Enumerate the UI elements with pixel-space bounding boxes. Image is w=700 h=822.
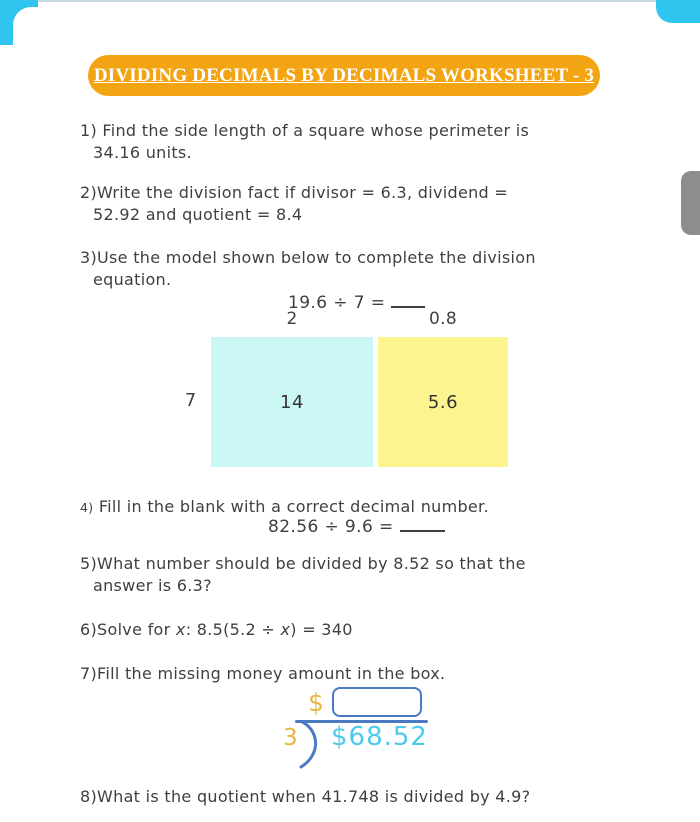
long-division-bracket-path — [300, 721, 316, 767]
long-division-bracket — [296, 721, 326, 769]
question-6-var-x1: x — [175, 620, 186, 639]
corner-decoration-top-left — [0, 0, 38, 45]
scrollbar-thumb[interactable] — [681, 171, 700, 235]
area-model-cell-yellow-value: 5.6 — [427, 391, 459, 413]
division-equation-4 — [268, 515, 445, 537]
corner-decoration-top-right — [656, 0, 700, 23]
divisor-number: 3 — [283, 725, 298, 751]
dividend-amount: $68.52 — [331, 722, 428, 752]
question-4-number: 4) — [80, 500, 94, 515]
worksheet-title-banner — [88, 55, 600, 96]
answer-blank-3 — [391, 291, 425, 308]
question-4-text: Fill in the blank with a correct decimal number. — [93, 497, 489, 516]
question-5-line-1: 5)What number should be divided by 8.52 so that the — [80, 554, 526, 573]
question-2-line-2: 52.92 and quotient = 8.4 — [93, 205, 303, 224]
question-8 — [80, 786, 530, 808]
question-3-line-1: 3)Use the model shown below to complete the division — [80, 248, 536, 267]
area-model-row-label: 7 — [185, 391, 197, 411]
missing-amount-box[interactable] — [332, 687, 422, 717]
question-1-line-1: 1) Find the side length of a square whose perimeter is — [80, 121, 530, 140]
area-model-cell-cyan — [211, 337, 373, 467]
area-model-col-label-1: 2 — [286, 309, 298, 329]
question-5-line-2: answer is 6.3? — [93, 576, 212, 595]
dollar-sign: $ — [308, 688, 324, 717]
question-3-line-2: equation. — [93, 270, 172, 289]
division-equation-4-text: 82.56 ÷ 9.6 = — [268, 517, 394, 537]
question-6-result: ) = 340 — [290, 620, 353, 639]
division-equation-3-text: 19.6 ÷ 7 = — [288, 293, 386, 313]
area-model-cell-yellow — [378, 337, 508, 467]
question-8-text: 8)What is the quotient when 41.748 is divided by 4.9? — [80, 787, 531, 806]
question-6 — [80, 619, 353, 641]
question-3 — [80, 247, 536, 291]
question-6-var-x2: x — [280, 620, 291, 639]
question-1 — [80, 120, 529, 164]
top-edge-line — [0, 0, 700, 2]
question-6-text: 6)Solve for — [80, 620, 176, 639]
question-1-line-2: 34.16 units. — [93, 143, 192, 162]
question-2-line-1: 2)Write the division fact if divisor = 6.3, dividend = — [80, 183, 509, 202]
answer-blank-4 — [400, 515, 445, 532]
worksheet-title: DIVIDING DECIMALS BY DECIMALS WORKSHEET - 3 — [93, 64, 595, 86]
question-7-text: 7)Fill the missing money amount in the box. — [80, 664, 446, 683]
question-7 — [80, 663, 445, 685]
question-5 — [80, 553, 526, 597]
question-2 — [80, 182, 508, 226]
area-model-cell-cyan-value: 14 — [280, 391, 304, 413]
question-6-expression: : 8.5(5.2 ÷ — [185, 620, 281, 639]
area-model-col-label-2: 0.8 — [429, 309, 457, 329]
